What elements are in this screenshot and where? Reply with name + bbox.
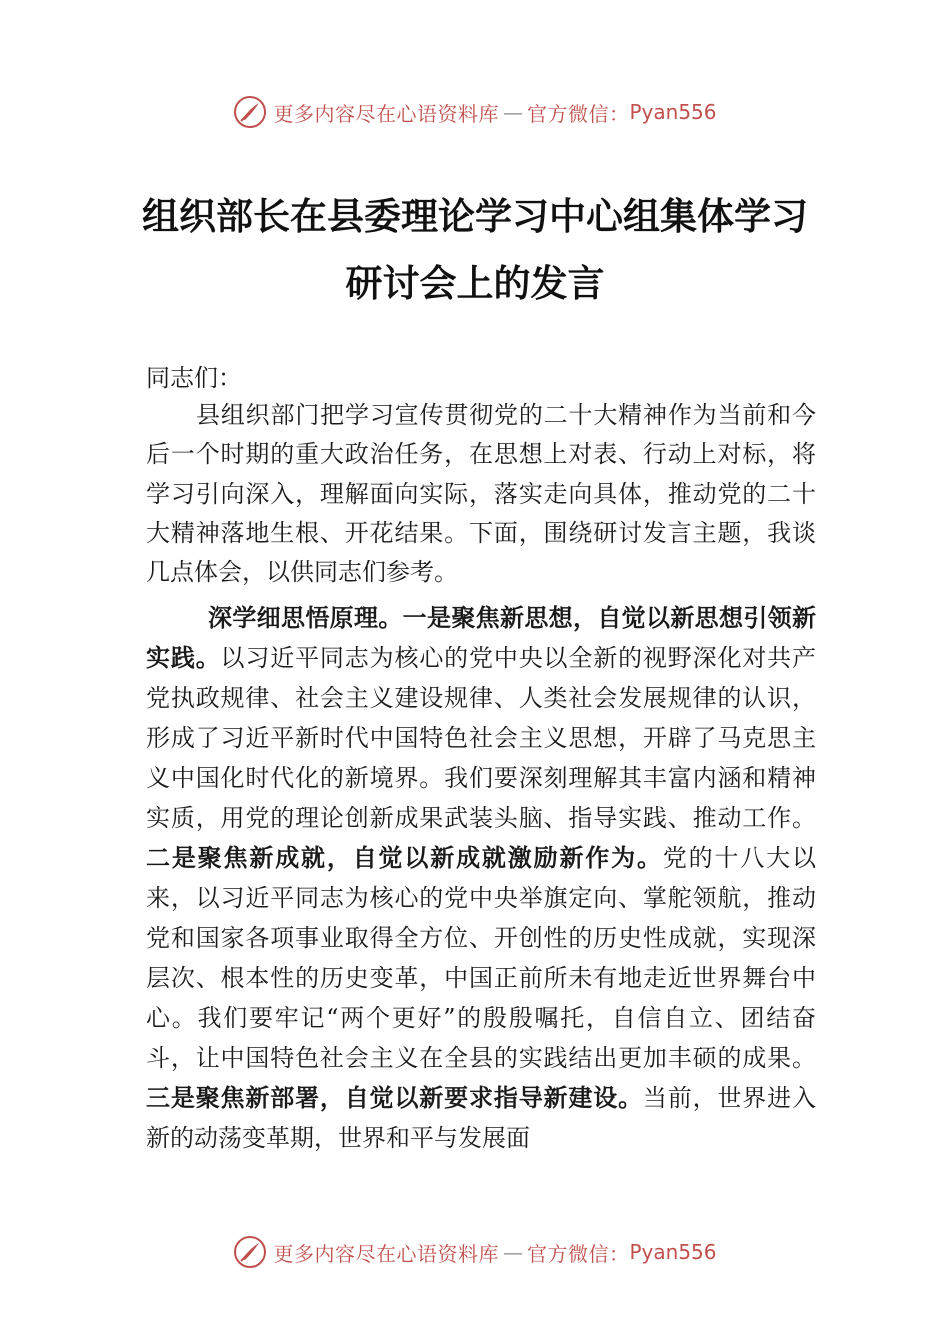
section-heading-3: 三是聚焦新部署，自觉以新要求指导新建设。 — [146, 1084, 643, 1112]
watermark-separator: — — [502, 1240, 523, 1264]
section-text-1: 以习近平同志为核心的党中央以全新的视野深化对共产党执政规律、社会主义建设规律、人类社会发展规律的认识，形成了习近平新时代中国特色社会主义思想，开辟了马克思主义中国化时代化的新境界。我们要深刻理解其丰富内涵和精神实质，用党的理论创新成果武装头脑、指导实践、推动工作。 — [146, 644, 817, 832]
paragraph-section-1 — [146, 598, 816, 1158]
document-title-line-1: 组织部长在县委理论学习中心组集体学习 — [142, 194, 808, 238]
watermark-separator: — — [502, 100, 523, 124]
section-heading-2: 二是聚焦新成就，自觉以新成就激励新作为。 — [146, 844, 663, 872]
watermark-id: Pyan556 — [629, 100, 717, 124]
watermark-text: 更多内容尽在心语资料库 — [273, 101, 499, 126]
section-text-3: 当前，世界进入新的动荡变革期，世界和平与发展面 — [146, 1084, 816, 1152]
footer-watermark — [0, 1235, 950, 1269]
header-watermark — [0, 95, 950, 129]
watermark-id: Pyan556 — [629, 1240, 717, 1264]
quill-logo-icon — [233, 1235, 267, 1269]
watermark-text: 更多内容尽在心语资料库 — [273, 1241, 499, 1266]
section-heading-1: 深学细思悟原理。一是聚焦新思想，自觉以新思想引领新实践。 — [146, 604, 816, 672]
section-text-2: 党的十八大以来，以习近平同志为核心的党中央举旗定向、掌舵领航，推动党和国家各项事业取得全方位、开创性的历史性成就，实现深层次、根本性的历史变革，中国正前所未有地走近世界舞台中心。我们要牢记“两个更好”的殷殷嘱托，自信自立、团结奋斗，让中国特色社会主义在全县的实践结出更加丰硕的成果。 — [146, 844, 817, 1072]
watermark-label: 官方微信： — [526, 1241, 630, 1266]
quill-logo-icon — [233, 95, 267, 129]
document-title-line-2: 研讨会上的发言 — [345, 261, 605, 305]
salutation: 同志们： — [146, 364, 242, 392]
watermark-label: 官方微信： — [526, 101, 630, 126]
paragraph-intro: 县组织部门把学习宣传贯彻党的二十大精神作为当前和今后一个时期的重大政治任务，在思想上对表、行动上对标，将学习引向深入，理解面向实际，落实走向具体，推动党的二十大精神落地生根、开花结果。下面，围绕研讨发言主题，我谈几点体会，以供同志们参考。 — [146, 401, 816, 587]
